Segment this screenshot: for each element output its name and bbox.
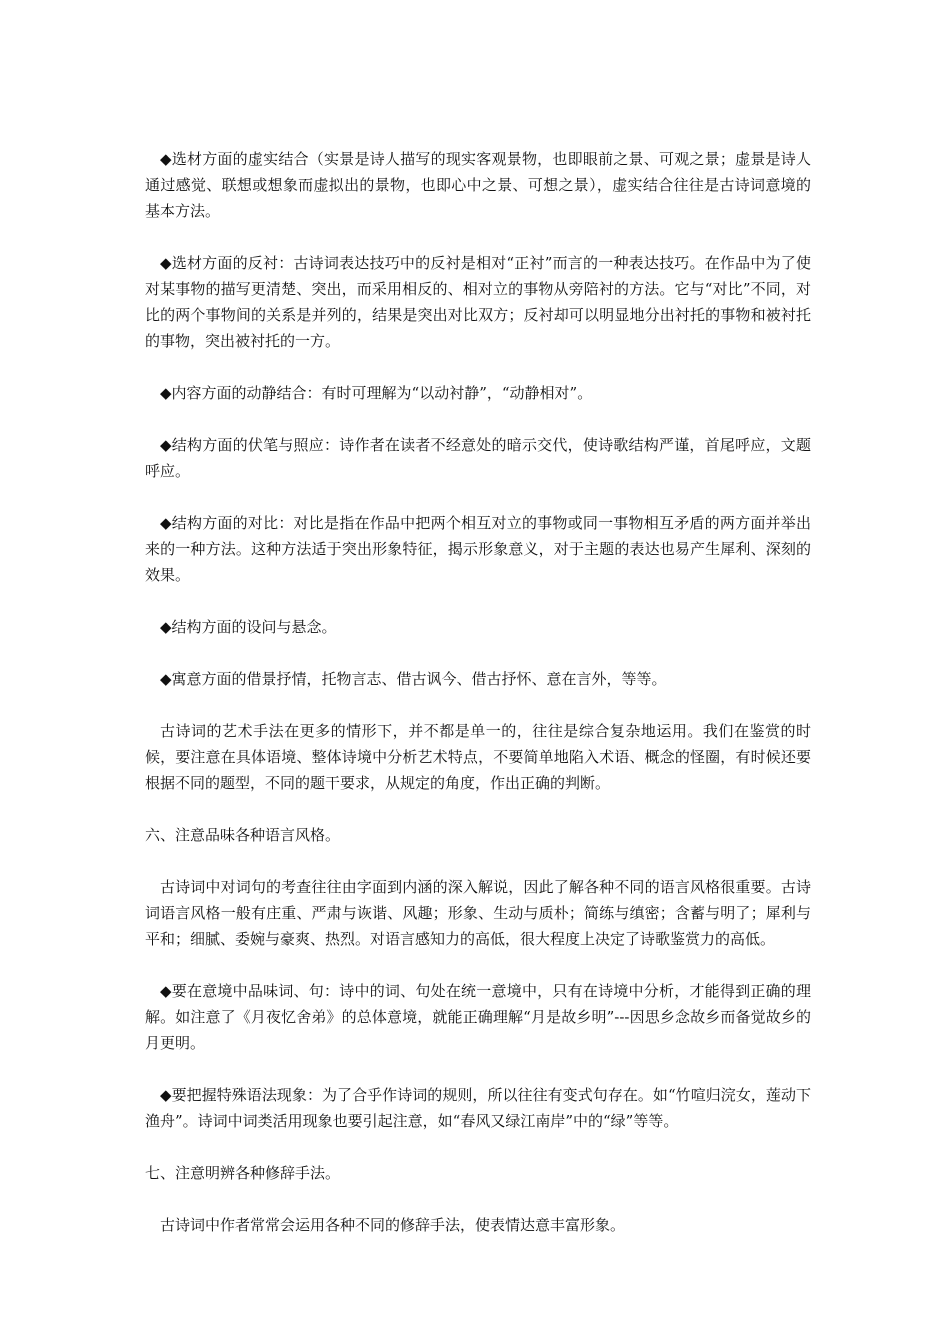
paragraph-yuyan-fengge: 古诗词中对词句的考查往往由字面到内涵的深入解说，因此了解各种不同的语言风格很重要。古诗词语言风格一般有庄重、严肃与诙谐、风趣；形象、生动与质朴；简练与缜密；含蓄与明了；犀利与平和；细腻、委婉与豪爽、热烈。对语言感知力的高低，很大程度上决定了诗歌鉴赏力的高低。	[145, 878, 811, 948]
paragraph-shewen-xuannian: ◆结构方面的设问与悬念。	[160, 618, 337, 636]
paragraph-duibi: ◆结构方面的对比：对比是指在作品中把两个相互对立的事物或同一事物相互矛盾的两方面并举出来的一种方法。这种方法适于突出形象特征，揭示形象意义，对于主题的表达也易产生犀利、深刻的效果。	[145, 514, 811, 584]
document-body	[145, 146, 811, 1264]
paragraph-jiejing-shuqing: ◆寓意方面的借景抒情，托物言志、借古讽今、借古抒怀、意在言外，等等。	[160, 670, 667, 688]
section-heading-7: 七、注意明辨各种修辞手法。	[145, 1164, 341, 1182]
paragraph-fanchen: ◆选材方面的反衬：古诗词表达技巧中的反衬是相对“正衬”而言的一种表达技巧。在作品中为了使对某事物的描写更清楚、突出，而采用相反的、相对立的事物从旁陪衬的方法。它与“对比”不同，对比的两个事物间的关系是并列的，结果是突出对比双方；反衬却可以明显地分出衬托的事物和被衬托的事物，突出被衬托的一方。	[145, 254, 811, 350]
paragraph-xushi-jiehe: ◆选材方面的虚实结合（实景是诗人描写的现实客观景物，也即眼前之景、可观之景；虚景是诗人通过感觉、联想或想象而虚拟出的景物，也即心中之景、可想之景），虚实结合往往是古诗词意境的基本方法。	[145, 150, 811, 220]
section-heading-6: 六、注意品味各种语言风格。	[145, 826, 341, 844]
paragraph-dongjing-jiehe: ◆内容方面的动静结合：有时可理解为“以动衬静”，“动静相对”。	[160, 384, 593, 402]
paragraph-yijing-pinwei: ◆要在意境中品味词、句：诗中的词、句处在统一意境中，只有在诗境中分析，才能得到正确的理解。如注意了《月夜忆舍弟》的总体意境，就能正确理解“月是故乡明”---因思乡念故乡而备觉故乡的月更明。	[145, 982, 811, 1052]
paragraph-yishu-shoufa-summary: 古诗词的艺术手法在更多的情形下，并不都是单一的，往往是综合复杂地运用。我们在鉴赏的时候，要注意在具体语境、整体诗境中分析艺术特点，不要简单地陷入术语、概念的怪圈，有时候还要根据不同的题型，不同的题干要求，从规定的角度，作出正确的判断。	[145, 722, 811, 792]
paragraph-fubi-zhaoying: ◆结构方面的伏笔与照应：诗作者在读者不经意处的暗示交代，使诗歌结构严谨，首尾呼应，文题呼应。	[145, 436, 811, 480]
paragraph-xiuci-shoufa: 古诗词中作者常常会运用各种不同的修辞手法，使表情达意丰富形象。	[160, 1216, 626, 1234]
paragraph-teshu-yufa: ◆要把握特殊语法现象：为了合乎作诗词的规则，所以往往有变式句存在。如“竹喧归浣女，莲动下渔舟”。诗词中词类活用现象也要引起注意，如“春风又绿江南岸”中的“绿”等等。	[145, 1086, 811, 1130]
